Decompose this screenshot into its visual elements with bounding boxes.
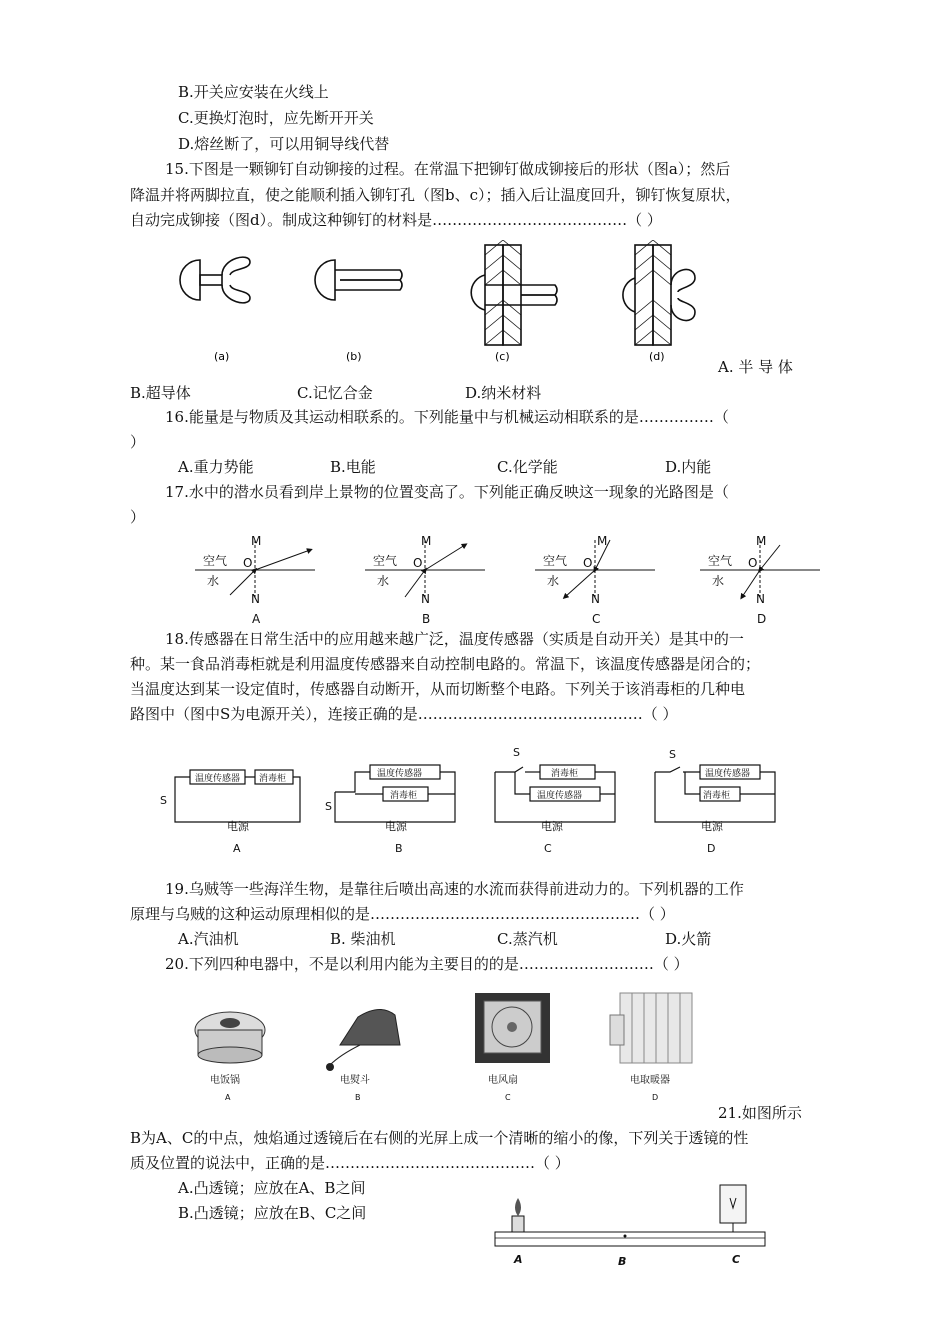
point-o: O xyxy=(413,556,423,570)
normal-n: N xyxy=(591,592,600,606)
appliance-name-b: 电熨斗 xyxy=(340,1075,370,1086)
water-label: 水 xyxy=(712,574,725,588)
circuit-label-b: B xyxy=(395,842,403,855)
water-label: 水 xyxy=(547,574,560,588)
sensor-label: 温度传感器 xyxy=(537,791,583,801)
cabinet-label: 消毒柜 xyxy=(551,769,579,779)
power-label: 电源 xyxy=(541,820,563,833)
circuit-label-a: A xyxy=(233,842,241,855)
q15-option-d: D.纳米材料 xyxy=(465,384,542,402)
air-label: 空气 xyxy=(708,554,733,568)
sensor-label: 温度传感器 xyxy=(705,769,751,779)
q19-option-c: C.蒸汽机 xyxy=(497,930,558,948)
switch-label: S xyxy=(513,746,520,759)
normal-n: N xyxy=(251,592,260,606)
q19-stem-line1: 19.乌贼等一些海洋生物，是靠往后喷出高速的水流而获得前进动力的。下列机器的工作 xyxy=(165,880,744,898)
q16-option-b: B.电能 xyxy=(330,458,376,476)
q16-option-d: D.内能 xyxy=(665,458,712,476)
appliance-label-b: B xyxy=(355,1093,361,1102)
fig-label-d: (d) xyxy=(649,350,665,363)
power-label: 电源 xyxy=(385,820,407,833)
normal-m: M xyxy=(756,535,767,548)
normal-n: N xyxy=(421,592,430,606)
air-label: 空气 xyxy=(203,554,228,568)
point-b: B xyxy=(618,1255,627,1268)
diagram-label-b: B xyxy=(422,612,431,626)
switch-label: S xyxy=(160,794,167,807)
air-label: 空气 xyxy=(543,554,568,568)
q17-stem-line2: ） xyxy=(130,508,146,526)
q21-stem-line2: B为A、C的中点，烛焰通过透镜后在右侧的光屏上成一个清晰的缩小的像，下列关于透镜的性 xyxy=(130,1129,749,1147)
fig-label-b: (b) xyxy=(346,350,362,363)
sensor-label: 温度传感器 xyxy=(195,774,241,784)
q14-option-d: D.熔丝断了，可以用铜导线代替 xyxy=(178,135,390,153)
cabinet-label: 消毒柜 xyxy=(259,774,287,784)
q18-stem-line2: 种。某一食品消毒柜就是利用温度传感器来自动控制电路的。常温下，该温度传感器是闭合的； xyxy=(130,655,761,673)
circuit-diagrams xyxy=(155,742,795,857)
switch-label: S xyxy=(325,800,332,813)
point-c: C xyxy=(732,1253,741,1266)
q19-option-b: B. 柴油机 xyxy=(330,930,396,948)
point-a: A xyxy=(514,1253,523,1266)
diagram-label-d: D xyxy=(757,612,767,626)
appliance-images xyxy=(190,985,750,1105)
normal-m: M xyxy=(421,535,432,548)
q21-option-b: B.凸透镜；应放在B、C之间 xyxy=(178,1204,367,1222)
water-label: 水 xyxy=(377,574,390,588)
q17-stem-line1: 17.水中的潜水员看到岸上景物的位置变高了。下列能正确反映这一现象的光路图是（ xyxy=(165,483,729,501)
q15-stem-line1: 15.下图是一颗铆钉自动铆接的过程。在常温下把铆钉做成铆接后的形状（图a）；然后 xyxy=(165,160,731,178)
q19-option-d: D.火箭 xyxy=(665,930,712,948)
optical-bench-figure xyxy=(490,1180,770,1270)
q18-stem-line4: 路图中（图中S为电源开关），连接正确的是………………………………………（ ） xyxy=(130,705,678,723)
point-o: O xyxy=(748,556,758,570)
refraction-diagrams xyxy=(195,535,820,630)
q16-option-c: C.化学能 xyxy=(497,458,558,476)
appliance-label-c: C xyxy=(505,1093,511,1102)
point-o: O xyxy=(243,556,253,570)
q16-option-a: A.重力势能 xyxy=(178,458,254,476)
q15-option-b: B.超导体 xyxy=(130,384,191,402)
water-label: 水 xyxy=(207,574,220,588)
diagram-label-c: C xyxy=(592,612,601,626)
q15-stem-line3: 自动完成铆接（图d）。制成这种铆钉的材料是…………………………………（ ） xyxy=(130,211,662,229)
q15-option-a: A. 半 导 体 xyxy=(718,358,793,376)
power-label: 电源 xyxy=(227,820,249,833)
rivet-figure xyxy=(170,240,710,370)
normal-m: M xyxy=(597,535,608,548)
power-label: 电源 xyxy=(701,820,723,833)
q18-stem-line3: 当温度达到某一设定值时，传感器自动断开，从而切断整个电路。下列关于该消毒柜的几种电 xyxy=(130,680,746,698)
diagram-label-a: A xyxy=(252,612,261,626)
appliance-label-d: D xyxy=(652,1093,659,1102)
q15-option-c: C.记忆合金 xyxy=(297,384,373,402)
q19-option-a: A.汽油机 xyxy=(178,930,239,948)
q19-stem-line2: 原理与乌贼的这种运动原理相似的是………………………………………………（ ） xyxy=(130,905,675,923)
q21-stem-line3: 质及位置的说法中，正确的是……………………………………（ ） xyxy=(130,1154,570,1172)
q16-stem-line1: 16.能量是与物质及其运动相联系的。下列能量中与机械运动相联系的是……………（ xyxy=(165,408,729,426)
appliance-name-c: 电风扇 xyxy=(488,1075,518,1086)
fig-label-c: (c) xyxy=(495,350,510,363)
q16-stem-line2: ） xyxy=(130,433,146,451)
q21-stem-line1: 21.如图所示 xyxy=(718,1104,802,1122)
appliance-name-a: 电饭锅 xyxy=(210,1075,240,1086)
sensor-label: 温度传感器 xyxy=(377,769,423,779)
point-o: O xyxy=(583,556,593,570)
q18-stem-line1: 18.传感器在日常生活中的应用越来越广泛，温度传感器（实质是自动开关）是其中的一 xyxy=(165,630,744,648)
normal-m: M xyxy=(251,535,262,548)
switch-label: S xyxy=(669,748,676,761)
fig-label-a: (a) xyxy=(214,350,230,363)
appliance-label-a: A xyxy=(225,1093,231,1102)
circuit-label-d: D xyxy=(707,842,716,855)
cabinet-label: 消毒柜 xyxy=(390,791,418,801)
q20-stem-line1: 20.下列四种电器中，不是以利用内能为主要目的的是………………………（ ） xyxy=(165,955,689,973)
cabinet-label: 消毒柜 xyxy=(703,791,731,801)
appliance-name-d: 电取暖器 xyxy=(630,1075,670,1086)
q15-stem-line2: 降温并将两脚拉直，使之能顺利插入铆钉孔（图b、c）；插入后让温度回升，铆钉恢复原状， xyxy=(130,186,741,204)
normal-n: N xyxy=(756,592,765,606)
q21-option-a: A.凸透镜；应放在A、B之间 xyxy=(178,1179,366,1197)
q14-option-b: B.开关应安装在火线上 xyxy=(178,83,329,101)
circuit-label-c: C xyxy=(544,842,552,855)
air-label: 空气 xyxy=(373,554,398,568)
q14-option-c: C.更换灯泡时，应先断开开关 xyxy=(178,109,374,127)
